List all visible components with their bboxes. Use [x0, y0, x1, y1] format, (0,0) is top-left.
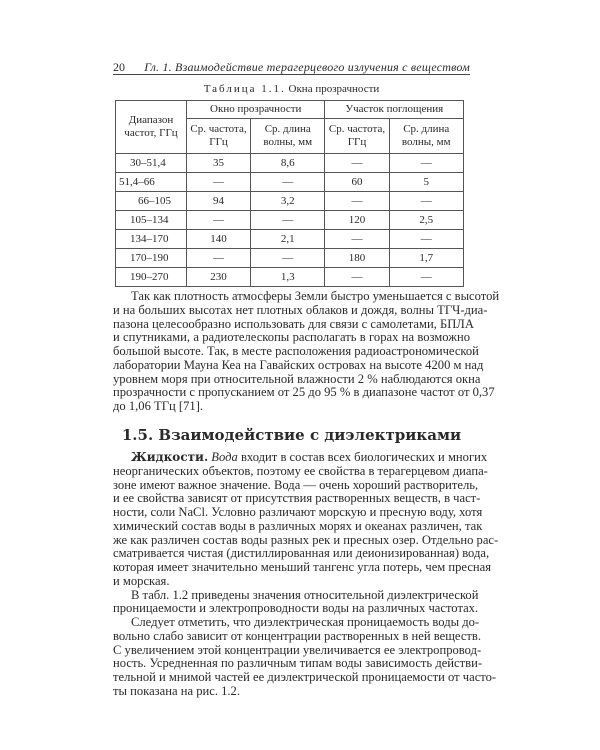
table-row [116, 173, 464, 192]
table-cell: 140 [187, 230, 251, 249]
text-line: неорганических объектов, поэтому ее свойства в терагерцевом диапа- [113, 463, 488, 478]
cell-range: 105–134 [116, 211, 187, 230]
text-line: пазона целесообразно использовать для связи с самолетами, БПЛА [113, 316, 474, 331]
table-cell: 1,3 [251, 268, 325, 287]
table-cell: — [389, 154, 464, 173]
table-cell: 180 [325, 249, 389, 268]
table-row [116, 268, 464, 287]
cell-range: 134–170 [116, 230, 187, 249]
table-cell: 1,7 [389, 249, 464, 268]
cell-range: 66–105 [116, 192, 187, 211]
table-cell: — [325, 230, 389, 249]
table-cell: — [325, 154, 389, 173]
table-cell: 60 [325, 173, 389, 192]
table-cell: — [187, 211, 251, 230]
text-line: которая имеет значительно меньший тангенс угла потерь, чем пресная [113, 560, 492, 574]
table-cell: — [187, 249, 251, 268]
table-row [116, 154, 464, 173]
text-line: и ее свойства зависят от присутствия растворенных веществ, в част- [113, 491, 481, 506]
table-cell: 230 [187, 268, 251, 287]
page-number: 20 [113, 60, 125, 74]
cell-range: 51,4–66 [116, 173, 187, 192]
text-line: вольно слабо зависит от концентрации растворенных в ней веществ. [113, 628, 482, 643]
group-header-absorption: Участок поглощения [325, 101, 464, 119]
table-cell: — [251, 249, 325, 268]
text-line: до 1,06 ТГц [71]. [113, 399, 204, 413]
text-line: уровнем моря при относительной влажности 2 % наблюдаются окна [113, 371, 481, 386]
table-cell: — [251, 211, 325, 230]
table-row [116, 230, 464, 249]
text-line: и спутниками, а радиотелескопы располагать в горах на возможно [113, 330, 470, 345]
text-line: ты показана на рис. 1.2. [113, 683, 241, 698]
lead-italic: Вода [211, 450, 238, 464]
text-line: большой высоте. Так, в месте расположения радиоастрономической [113, 344, 479, 358]
text-line: проницаемости и электропроводности воды на различных частотах. [113, 601, 479, 616]
table-cell: 8,6 [251, 154, 325, 173]
text-line: В табл. 1.2 приведены значения относительной диэлектрической [131, 587, 479, 602]
text-line: Так как плотность атмосферы Земли быстро уменьшается с высотой [131, 289, 500, 303]
col-header: Ср. частота, ГГц [325, 119, 389, 154]
transparency-windows-table [115, 100, 464, 287]
col-header-range: Диапазон частот, ГГц [116, 101, 187, 154]
table-cell: 2,1 [251, 230, 325, 249]
paragraph-atmosphere [113, 289, 500, 414]
running-header [113, 60, 470, 75]
text-line: лаборатории Мауна Кеа на Гавайских островах на высоте 4200 м над [113, 357, 484, 372]
text-line: прозрачности с пропусканием от 25 до 95 % в диапазоне частот от 0,37 [113, 385, 495, 400]
text-line: и на больших высотах нет плотных облаков и дождя, волны ТГЧ-диа- [113, 302, 488, 317]
text-line: Следует отметить, что диэлектрическая проницаемость воды до- [131, 615, 480, 629]
table-cell: 120 [325, 211, 389, 230]
table-cell: — [325, 192, 389, 211]
table-row [116, 249, 464, 268]
cell-range: 190–270 [116, 268, 187, 287]
text-line: сматривается чистая (дистиллированная или деионизированная) вода, [113, 546, 490, 561]
table-cell: — [389, 192, 464, 211]
text-line: С увеличением этой концентрации увеличивается ее электропровод- [113, 642, 482, 657]
text-line: ность. Усредненная по различным типам воды зависимость действи- [113, 656, 483, 671]
table-caption-text: Окна прозрачности [288, 83, 380, 95]
text-line: же как различен состав воды разных рек и пресных озер. Отдельно рас- [113, 532, 499, 547]
col-header: Ср. частота, ГГц [187, 119, 251, 154]
text-line: и морская. [113, 573, 170, 588]
text-line: тельной и мнимой частей ее диэлектрической проницаемости от часто- [113, 670, 497, 684]
table-cell: — [389, 230, 464, 249]
col-header: Ср. длина волны, мм [251, 119, 325, 154]
table-cell: — [251, 173, 325, 192]
table-cell: 94 [187, 192, 251, 211]
text-line [113, 450, 488, 465]
cell-range: 30–51,4 [116, 154, 187, 173]
table-row [116, 211, 464, 230]
text-line: ности, соли NaCl. Условно различают морскую и пресную воду, хотя [113, 505, 483, 519]
cell-range: 170–190 [116, 249, 187, 268]
table-cell: — [187, 173, 251, 192]
table-cell: — [325, 268, 389, 287]
paragraph-liquids [113, 450, 499, 699]
text-fragment: входит в состав всех биологических и многих [240, 450, 488, 464]
section-heading: 1.5. Взаимодействие с диэлектриками [121, 426, 462, 444]
group-header-window: Окно прозрачности [187, 101, 325, 119]
table-cell: 35 [187, 154, 251, 173]
col-header: Ср. длина волны, мм [389, 119, 464, 154]
table-caption [113, 83, 470, 95]
table-cell: — [389, 268, 464, 287]
table-cell: 5 [389, 173, 464, 192]
text-line: зоне имеют важное значение. Вода — очень хороший растворитель, [113, 477, 479, 492]
lead-bold: Жидкости. [131, 450, 209, 464]
table-caption-label: Таблица 1.1. [203, 83, 286, 95]
running-title: Гл. 1. Взаимодействие терагерцевого излучения с веществом [144, 60, 470, 74]
table-row [116, 192, 464, 211]
table-cell: 3,2 [251, 192, 325, 211]
table-cell: 2,5 [389, 211, 464, 230]
text-line: химический состав воды в различных морях и океанах различен, так [113, 518, 483, 533]
